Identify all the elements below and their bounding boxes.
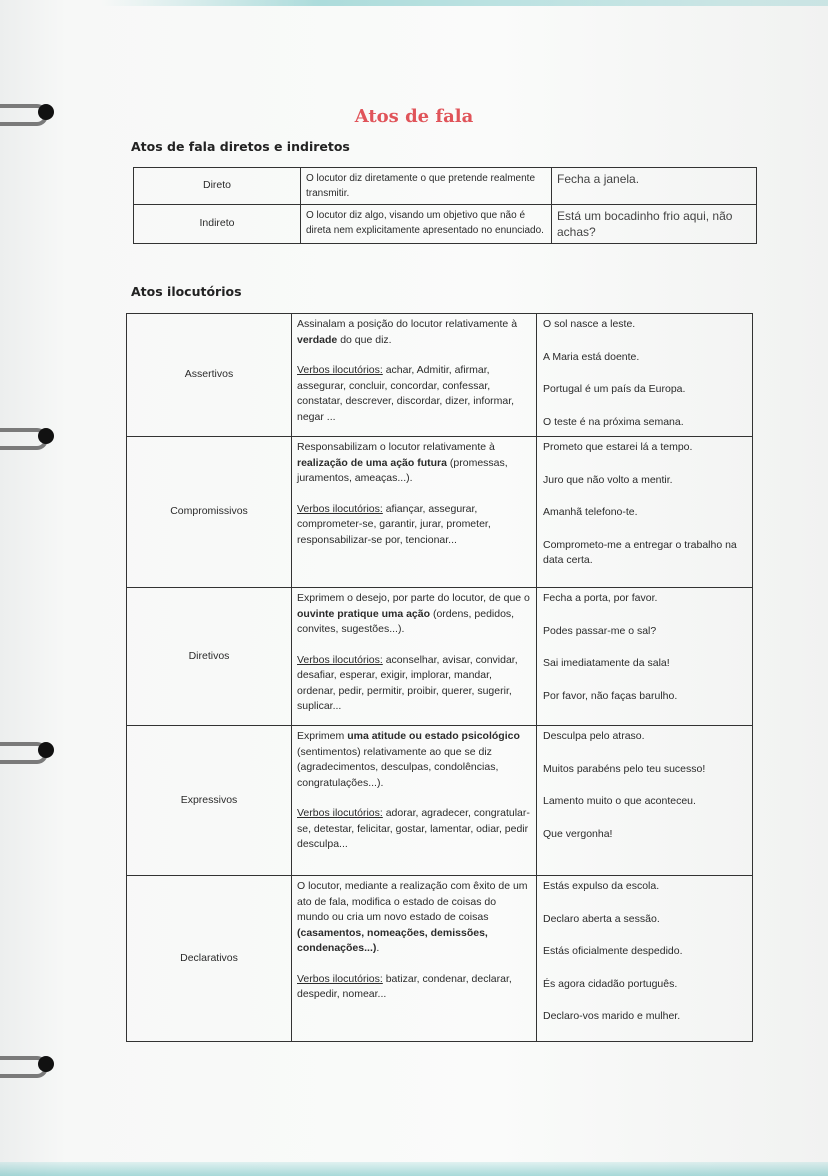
verbs-label: Verbos ilocutórios:: [297, 653, 383, 666]
example-sentence: Declaro aberta a sessão.: [543, 912, 660, 925]
row-description: Exprimem o desejo, por parte do locutor, de que o ouvinte pratique uma ação (ordens, pedidos, convites, sugestões...). Verbos ilocutórios: aconselhar, avisar, convidar, desafiar, esperar, exigir, implorar, mandar, ordenar, pedir, permitir, proibir, querer, sugerir, suplicar...: [292, 588, 537, 726]
example-sentence: Amanhã telefono-te.: [543, 506, 638, 518]
example-sentence: A Maria está doente.: [543, 350, 640, 363]
section-heading-direct-indirect: Atos de fala diretos e indiretos: [131, 139, 350, 154]
row-label: Direto: [134, 168, 301, 205]
example-sentence: O sol nasce a leste.: [543, 318, 636, 330]
binder-ring: [0, 736, 62, 762]
row-description: O locutor diz diretamente o que pretende realmente transmitir.: [301, 168, 552, 205]
row-label: Compromissivos: [127, 437, 292, 588]
example-sentence: O teste é na próxima semana.: [543, 415, 684, 428]
table-row: [127, 726, 753, 876]
row-description: O locutor, mediante a realização com êxito de um ato de fala, modifica o estado de coisas do mundo ou cria um novo estado de coisas (casamentos, nomeações, demissões, condenações...). Verbos ilocutórios: batizar, condenar, declarar, despedir, nomear...: [292, 876, 537, 1042]
row-label: Diretivos: [127, 588, 292, 726]
row-example: Fecha a janela.: [552, 168, 757, 205]
example-sentence: Fecha a porta, por favor.: [543, 592, 658, 604]
row-description: Exprimem uma atitude ou estado psicológico (sentimentos) relativamente ao que se diz (agradecimentos, desculpas, condolências, congratulações...). Verbos ilocutórios: adorar, agradecer, congratular-se, detestar, felicitar, gostar, lamentar, odiar, pedir desculpa...: [292, 726, 537, 876]
example-sentence: Que vergonha!: [543, 827, 613, 840]
example-sentence: Sai imediatamente da sala!: [543, 657, 670, 669]
example-sentence: Lamento muito o que aconteceu.: [543, 795, 696, 807]
row-examples: [537, 437, 753, 588]
row-label: Assertivos: [127, 314, 292, 437]
example-sentence: Juro que não volto a mentir.: [543, 473, 673, 486]
row-examples: [537, 314, 753, 437]
page-bottom-edge: [0, 1162, 828, 1176]
row-label: Expressivos: [127, 726, 292, 876]
section-heading-illocutionary: Atos ilocutórios: [131, 284, 242, 299]
binder-ring: [0, 422, 62, 448]
verbs-label: Verbos ilocutórios:: [297, 807, 383, 819]
example-sentence: Estás oficialmente despedido.: [543, 945, 683, 957]
binder-ring: [0, 1050, 62, 1076]
example-sentence: Comprometo-me a entregar o trabalho na data certa.: [543, 538, 737, 566]
row-label: Declarativos: [127, 876, 292, 1042]
illocutionary-acts-table: [126, 313, 753, 1042]
row-description: O locutor diz algo, visando um objetivo que não é direta nem explicitamente apresentado no enunciado.: [301, 205, 552, 244]
row-examples: [537, 876, 753, 1042]
page-top-edge: [100, 0, 828, 6]
example-sentence: Declaro-vos marido e mulher.: [543, 1010, 681, 1022]
verbs-label: Verbos ilocutórios:: [297, 502, 383, 515]
row-examples: [537, 726, 753, 876]
verbs-label: Verbos ilocutórios:: [297, 972, 383, 985]
table-row: [134, 205, 757, 244]
row-description: Responsabilizam o locutor relativamente à realização de uma ação futura (promessas, juramentos, ameaças...). Verbos ilocutórios: afiançar, assegurar, comprometer-se, garantir, jurar, prometer, responsabilizar-se por, tencionar...: [292, 437, 537, 588]
row-label: Indireto: [134, 205, 301, 244]
example-sentence: Portugal é um país da Europa.: [543, 383, 686, 395]
example-sentence: Prometo que estarei lá a tempo.: [543, 441, 693, 453]
row-example: Está um bocadinho frio aqui, não achas?: [552, 205, 757, 244]
example-sentence: És agora cidadão português.: [543, 977, 678, 990]
row-description: Assinalam a posição do locutor relativamente à verdade do que diz. Verbos ilocutórios: achar, Admitir, afirmar, assegurar, concluir, concordar, confessar, constatar, descrever, discordar, dizer, informar, negar ...: [292, 314, 537, 437]
example-sentence: Estás expulso da escola.: [543, 880, 660, 892]
direct-indirect-table: [133, 167, 757, 244]
verbs-label: Verbos ilocutórios:: [297, 364, 383, 376]
example-sentence: Podes passar-me o sal?: [543, 624, 657, 637]
table-row: [127, 876, 753, 1042]
example-sentence: Por favor, não faças barulho.: [543, 689, 678, 702]
example-sentence: Muitos parabéns pelo teu sucesso!: [543, 762, 706, 775]
example-sentence: Desculpa pelo atraso.: [543, 730, 645, 742]
row-examples: [537, 588, 753, 726]
table-row: [127, 437, 753, 588]
table-row: [127, 588, 753, 726]
table-row: [127, 314, 753, 437]
page-title: Atos de fala: [354, 106, 474, 127]
table-row: [134, 168, 757, 205]
